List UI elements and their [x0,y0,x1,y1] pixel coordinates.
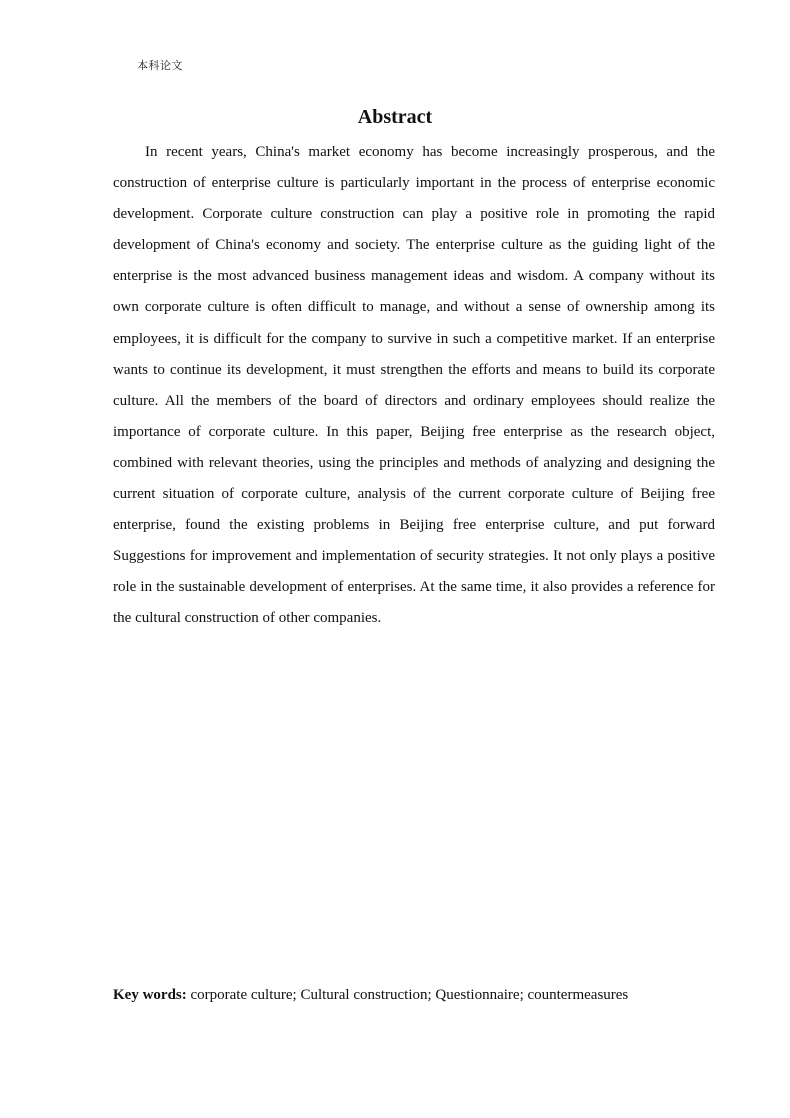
keywords-text: corporate culture; Cultural construction; Questionnaire; countermeasures [190,987,629,1003]
abstract-body: In recent years, China's market economy has become increasingly prosperous, and the construction of enterprise culture is particularly important in the process of enterprise economic development. Corporate culture construction can play a positive role in promoting the rapid development of China's economy and society. The enterprise culture as the guiding light of the enterprise is the most advanced business management ideas and wisdom. A company without its own corporate culture is often difficult to manage, and without a sense of ownership among its employees, it is difficult for the company to survive in such a competitive market. If an enterprise wants to continue its development, it must strengthen the efforts and means to build its corporate culture. All the members of the board of directors and ordinary employees should realize the importance of corporate culture. In this paper, Beijing free enterprise as the research object, combined with relevant theories, using the principles and methods of analyzing and designing the current situation of corporate culture, analysis of the current corporate culture of Beijing free enterprise, found the existing problems in Beijing free enterprise culture, and put forward Suggestions for improvement and implementation of security strategies. It not only plays a positive role in the sustainable development of enterprises. At the same time, it also provides a reference for the cultural construction of other companies. [113,144,715,627]
keywords-label: Key words: [113,987,187,1003]
abstract-title: Abstract [357,106,433,128]
running-header: 本科论文 [137,59,183,72]
keywords-line [113,983,715,1007]
